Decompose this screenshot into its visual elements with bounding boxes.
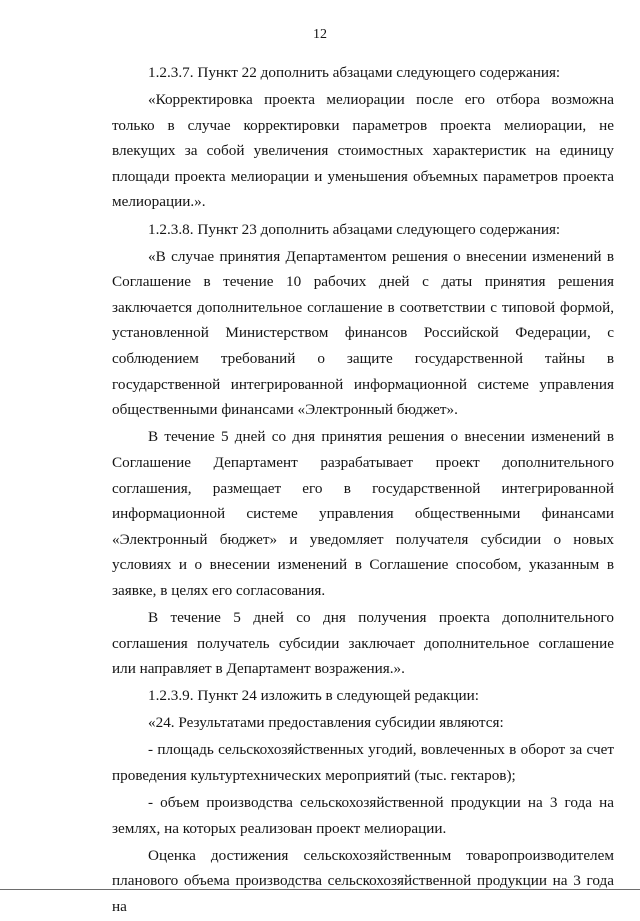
paragraph-item-1-2-3-7: 1.2.3.7. Пункт 22 дополнить абзацами следующего содержания:	[148, 64, 561, 81]
document-body	[112, 60, 614, 921]
list-item-result: - площадь сельскохозяйственных угодий, вовлеченных в оборот за счет проведения культуртехнических мероприятий (тыс. гектаров);	[112, 741, 614, 785]
paragraph-amendment-text: «Корректировка проекта мелиорации после его отбора возможна только в случае корректировки параметров проекта мелиорации, не влекущих за собой увеличения стоимостных характеристик на единицу площади проекта мелиорации и уменьшения объемных параметров проекта мелиорации.».	[112, 91, 614, 211]
paragraph-amendment-text: «В случае принятия Департаментом решения о внесении изменений в Соглашение в течение 10 рабочих дней с даты принятия решения заключается дополнительное соглашение в соответствии с типовой формой, установленной Министерством финансов Российской Федерации, с соблюдением требований о защите государственной тайны в государственной интегрированной информационной системе управления общественными финансами «Электронный бюджет».	[112, 247, 614, 419]
page-number: 12	[313, 27, 327, 42]
paragraph-amendment-text: В течение 5 дней со дня получения проекта дополнительного соглашения получатель субсидии заключает дополнительное соглашение или направляет в Департамент возражения.».	[112, 608, 614, 678]
paragraph-item-1-2-3-8: 1.2.3.8. Пункт 23 дополнить абзацами следующего содержания:	[148, 220, 561, 238]
paragraph-assessment: Оценка достижения сельскохозяйственным товаропроизводителем планового объема производства сельскохозяйственной продукции на 3 года на	[112, 846, 614, 915]
page-bottom-divider	[0, 889, 640, 890]
paragraph-amendment-text: В течение 5 дней со дня принятия решения о внесении изменений в Соглашение Департамент разрабатывает проект дополнительного соглашения, размещает его в государственной интегрированной информационной системе управления общественными финансами «Электронный бюджет» и уведомляет получателя субсидии о новых условиях и о внесении изменений в Соглашение способом, указанным в заявке, в целях его согласования.	[112, 428, 614, 599]
paragraph-results-heading: «24. Результатами предоставления субсидии являются:	[148, 714, 504, 732]
paragraph-item-1-2-3-9: 1.2.3.9. Пункт 24 изложить в следующей редакции:	[148, 687, 479, 705]
list-item-result: - объем производства сельскохозяйственной продукции на 3 года на землях, на которых реализован проект мелиорации.	[112, 794, 614, 837]
